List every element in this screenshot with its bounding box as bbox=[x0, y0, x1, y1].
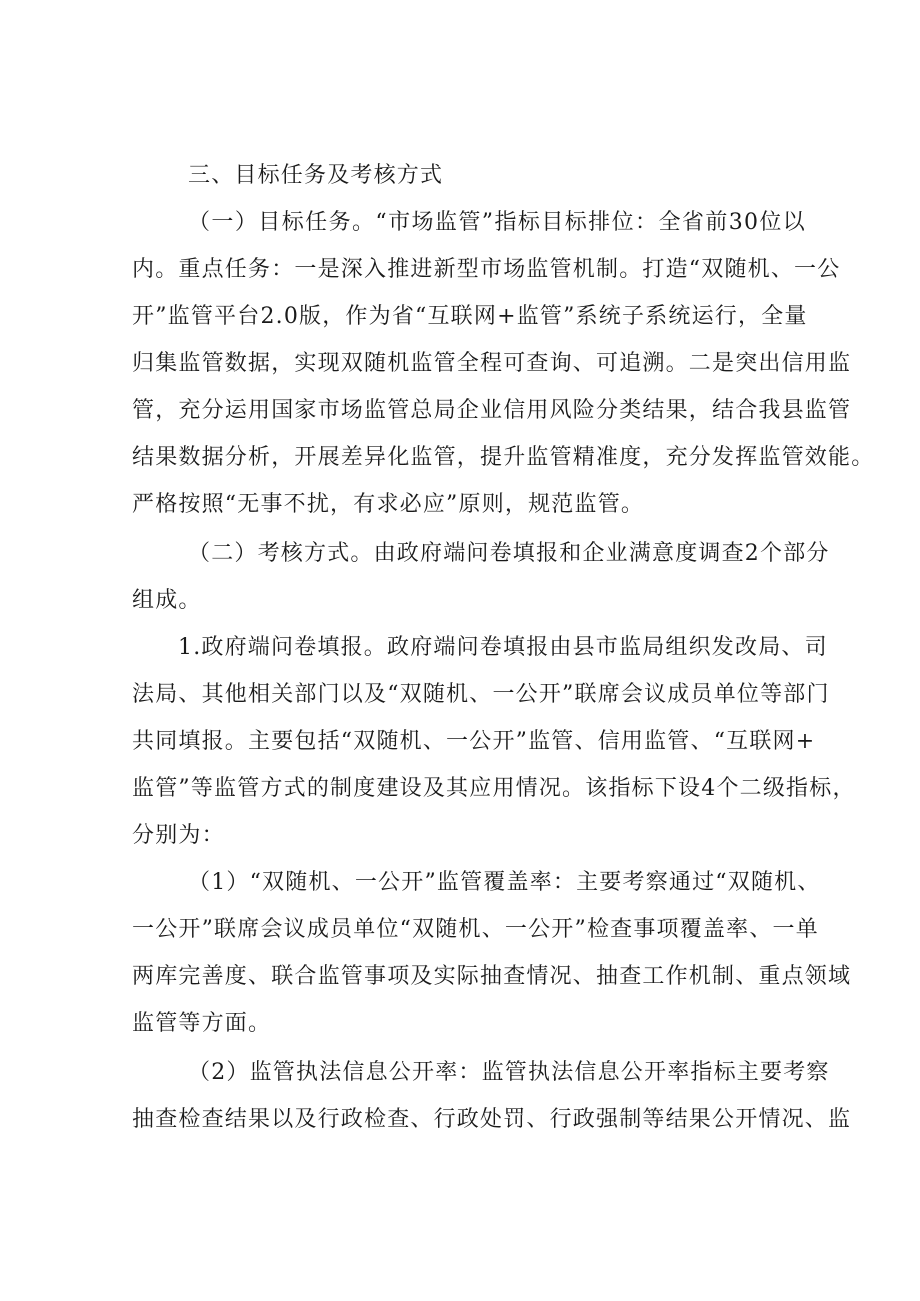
paragraph-line-16: 一公开”联席会议成员单位“双随机、一公开”检查事项覆盖率、一单 bbox=[132, 917, 819, 942]
paragraph-line-12: 共同填报。主要包括“双随机、一公开”监管、信用监管、“互联网+ bbox=[132, 729, 816, 754]
paragraph-line-19: （2）监管执法信息公开率：监管执法信息公开率指标主要考察 bbox=[188, 1060, 830, 1085]
paragraph-line-18: 监管等方面。 bbox=[132, 1011, 272, 1036]
paragraph-line-3: 开”监管平台2.0版，作为省“互联网+监管”系统子系统运行，全量 bbox=[132, 304, 808, 329]
paragraph-line-15: （1）“双随机、一公开”监管覆盖率：主要考察通过“双随机、 bbox=[188, 870, 821, 895]
paragraph-line-7: 严格按照“无事不扰，有求必应”原则，规范监管。 bbox=[132, 492, 645, 517]
paragraph-line-10: 1.政府端问卷填报。政府端问卷填报由县市监局组织发改局、司 bbox=[178, 635, 828, 660]
paragraph-line-11: 法局、其他相关部门以及“双随机、一公开”联席会议成员单位等部门 bbox=[132, 682, 830, 707]
paragraph-line-17: 两库完善度、联合监管事项及实际抽查情况、抽查工作机制、重点领域 bbox=[132, 964, 852, 989]
paragraph-line-6: 结果数据分析，开展差异化监管，提升监管精准度，充分发挥监管效能。 bbox=[132, 445, 875, 470]
paragraph-line-2: 内。重点任务：一是深入推进新型市场监管机制。打造“双随机、一公 bbox=[132, 257, 841, 282]
section-heading: 三、目标任务及考核方式 bbox=[188, 163, 444, 188]
paragraph-line-9: 组成。 bbox=[132, 588, 202, 613]
paragraph-line-13: 监管”等监管方式的制度建设及其应用情况。该指标下设4个二级指标， bbox=[132, 776, 856, 801]
paragraph-line-20: 抽查检查结果以及行政检查、行政处罚、行政强制等结果公开情况、监 bbox=[132, 1107, 852, 1132]
paragraph-line-1: （一）目标任务。“市场监管”指标目标排位：全省前30位以 bbox=[188, 210, 806, 235]
paragraph-line-8: （二）考核方式。由政府端问卷填报和企业满意度调查2个部分 bbox=[188, 541, 830, 566]
paragraph-line-5: 管，充分运用国家市场监管总局企业信用风险分类结果，结合我县监管 bbox=[132, 398, 852, 423]
paragraph-line-4: 归集监管数据，实现双随机监管全程可查询、可追溯。二是突出信用监 bbox=[132, 351, 852, 376]
paragraph-line-14: 分别为： bbox=[132, 823, 225, 848]
